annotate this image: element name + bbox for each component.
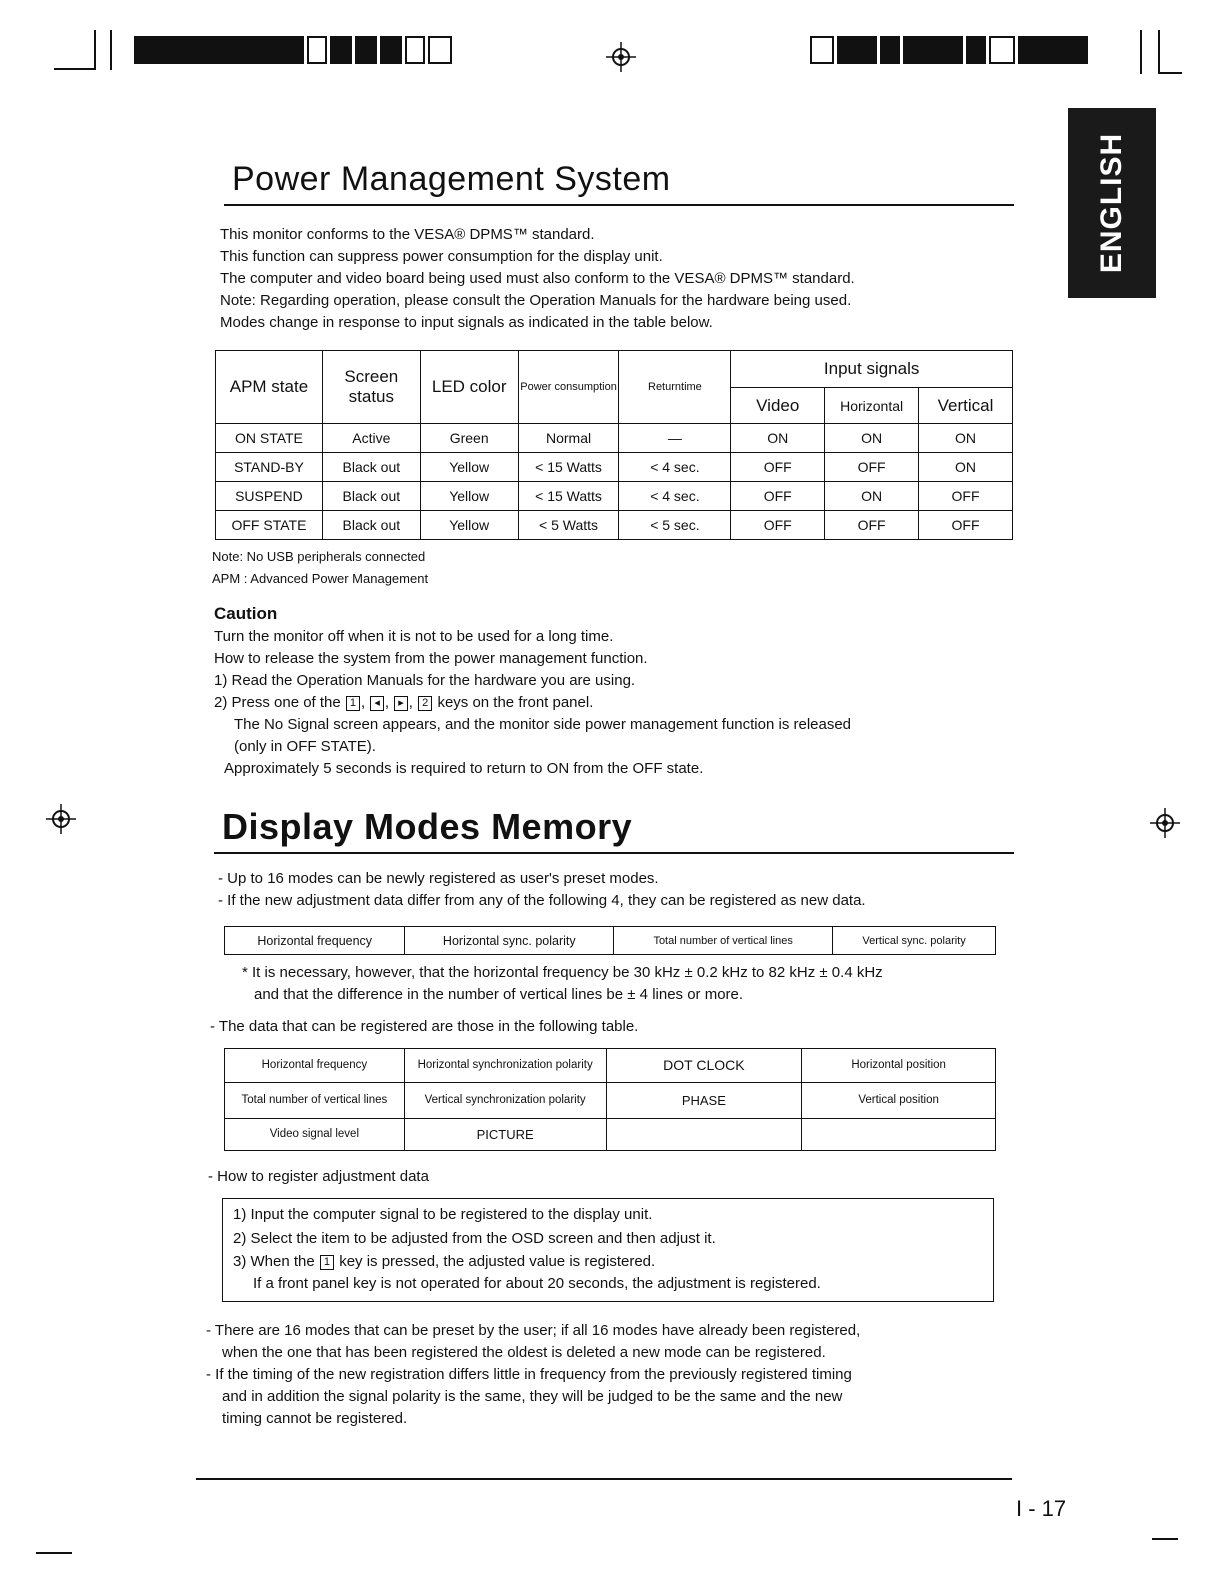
data-cell: Horizontal position bbox=[802, 1049, 996, 1083]
crop-mark bbox=[36, 1552, 72, 1554]
cell-horizontal: OFF bbox=[825, 453, 919, 482]
crop-mark bbox=[1140, 30, 1142, 74]
bullet-text: If the new adjustment data differ from any of the following 4, they can be registered as new data. bbox=[227, 892, 866, 909]
cell-state: ON STATE bbox=[216, 424, 323, 453]
criteria-cell: Vertical sync. polarity bbox=[833, 927, 996, 955]
cell-horizontal: ON bbox=[825, 482, 919, 511]
step-line: 2) Select the item to be adjusted from the OSD screen and then adjust it. bbox=[233, 1230, 716, 1247]
data-cell: Total number of vertical lines bbox=[225, 1083, 405, 1119]
intro-line: This monitor conforms to the VESA® DPMS™ standard. bbox=[220, 226, 595, 243]
step3-text: key is pressed, the adjusted value is registered. bbox=[339, 1253, 656, 1270]
criteria-cell: Horizontal frequency bbox=[225, 927, 405, 955]
crop-mark bbox=[1158, 30, 1160, 74]
cell-horizontal: OFF bbox=[825, 511, 919, 540]
table-notes bbox=[212, 546, 428, 590]
caution-line: The No Signal screen appears, and the monitor side power management function is released bbox=[234, 716, 852, 733]
table-row bbox=[225, 1083, 996, 1119]
header-led-color: LED color bbox=[420, 351, 518, 424]
step3-text: 3) When the bbox=[233, 1253, 315, 1270]
title-rule bbox=[214, 852, 1014, 854]
step-line bbox=[233, 1251, 983, 1273]
criteria-note-line: * It is necessary, however, that the horizontal frequency be 30 kHz ± 0.2 kHz to 82 kHz ± 0.4 kHz bbox=[242, 964, 883, 981]
cell-video: ON bbox=[731, 424, 825, 453]
intro-line: Modes change in response to input signals as indicated in the table below. bbox=[220, 314, 713, 331]
how-to-title: - How to register adjustment data bbox=[208, 1168, 429, 1185]
data-cell: Vertical position bbox=[802, 1083, 996, 1119]
cell-returntime: — bbox=[619, 424, 731, 453]
color-bar-left bbox=[134, 36, 452, 64]
key-right-icon: ▸ bbox=[394, 696, 408, 711]
header-screen-status: Screen status bbox=[322, 351, 420, 424]
cell-screen: Black out bbox=[322, 482, 420, 511]
registration-mark-icon bbox=[1150, 808, 1180, 838]
intro-line: The computer and video board being used must also conform to the VESA® DPMS™ standard. bbox=[220, 270, 855, 287]
cell-screen: Black out bbox=[322, 453, 420, 482]
registerable-data-table bbox=[224, 1048, 996, 1151]
power-section-title: Power Management System bbox=[232, 160, 671, 198]
data-cell: Horizontal frequency bbox=[225, 1049, 405, 1083]
key-2-icon: 2 bbox=[418, 696, 432, 711]
caution-line: How to release the system from the power management function. bbox=[214, 650, 648, 667]
cell-screen: Active bbox=[322, 424, 420, 453]
cell-led: Yellow bbox=[420, 482, 518, 511]
closing-line: timing cannot be registered. bbox=[222, 1410, 408, 1427]
crop-mark bbox=[110, 30, 112, 70]
language-tab bbox=[1068, 108, 1156, 298]
step-line: 1) Input the computer signal to be registered to the display unit. bbox=[233, 1206, 653, 1223]
data-cell: Horizontal synchronization polarity bbox=[404, 1049, 606, 1083]
key-left-icon: ◂ bbox=[370, 696, 384, 711]
cell-returntime: < 5 sec. bbox=[619, 511, 731, 540]
header-vertical: Vertical bbox=[919, 388, 1013, 424]
header-apm-state: APM state bbox=[216, 351, 323, 424]
cell-video: OFF bbox=[731, 482, 825, 511]
intro-line: This function can suppress power consumption for the display unit. bbox=[220, 248, 663, 265]
caution-body bbox=[214, 626, 851, 780]
closing-text: There are 16 modes that can be preset by the user; if all 16 modes have already been registered, bbox=[214, 1322, 861, 1339]
crop-mark bbox=[94, 30, 96, 70]
cell-state: STAND-BY bbox=[216, 453, 323, 482]
criteria-cell: Horizontal sync. polarity bbox=[405, 927, 614, 955]
data-cell bbox=[802, 1119, 996, 1151]
step2-text: 2) Press one of the bbox=[214, 694, 341, 711]
data-intro-text: The data that can be registered are those in the following table. bbox=[218, 1018, 639, 1035]
data-cell bbox=[606, 1119, 802, 1151]
closing-notes bbox=[206, 1320, 860, 1430]
header-video: Video bbox=[731, 388, 825, 424]
page-number: I - 17 bbox=[1016, 1496, 1067, 1521]
register-steps-box bbox=[222, 1198, 994, 1302]
data-cell: PICTURE bbox=[404, 1119, 606, 1151]
table-row bbox=[225, 1119, 996, 1151]
table-row bbox=[216, 511, 1013, 540]
crop-mark bbox=[54, 68, 96, 70]
caution-line: 1) Read the Operation Manuals for the hardware you are using. bbox=[214, 672, 636, 689]
note-line: APM : Advanced Power Management bbox=[212, 571, 429, 586]
step-note: If a front panel key is not operated for about 20 seconds, the adjustment is registered. bbox=[253, 1275, 821, 1292]
cell-power: < 15 Watts bbox=[518, 482, 619, 511]
criteria-cell: Total number of vertical lines bbox=[614, 927, 833, 955]
cell-returntime: < 4 sec. bbox=[619, 482, 731, 511]
key-1-icon: 1 bbox=[320, 1255, 334, 1270]
cell-horizontal: ON bbox=[825, 424, 919, 453]
caution-title: Caution bbox=[214, 604, 278, 623]
title-rule bbox=[224, 204, 1014, 206]
bullet-line: - If the new adjustment data differ from any of the following 4, they can be registered as new data. bbox=[218, 892, 866, 909]
registration-mark-icon bbox=[46, 804, 76, 834]
criteria-table bbox=[224, 926, 996, 955]
cell-vertical: ON bbox=[919, 453, 1013, 482]
bullet-line: - Up to 16 modes can be newly registered as user's preset modes. bbox=[218, 870, 659, 887]
crop-mark bbox=[1152, 1538, 1178, 1540]
cell-vertical: ON bbox=[919, 424, 1013, 453]
cell-vertical: OFF bbox=[919, 482, 1013, 511]
caution-step2: 2) Press one of the 1 , ◂ , ▸ , 2 keys on the front panel. bbox=[214, 694, 594, 711]
data-cell: Video signal level bbox=[225, 1119, 405, 1151]
header-horizontal: Horizontal bbox=[825, 388, 919, 424]
intro-line: Note: Regarding operation, please consult the Operation Manuals for the hardware being used. bbox=[220, 292, 852, 309]
registration-mark-icon bbox=[606, 42, 636, 72]
language-tab-label: ENGLISH bbox=[1095, 132, 1129, 274]
cell-power: < 15 Watts bbox=[518, 453, 619, 482]
footer-rule bbox=[196, 1478, 1012, 1480]
closing-line: and in addition the signal polarity is the same, they will be judged to be the same and the new bbox=[222, 1388, 843, 1405]
cell-state: SUSPEND bbox=[216, 482, 323, 511]
table-row bbox=[225, 1049, 996, 1083]
header-power-consumption: Power consumption bbox=[518, 351, 619, 424]
memory-bullets bbox=[218, 868, 866, 912]
table-row bbox=[216, 482, 1013, 511]
color-bar-right bbox=[810, 36, 1088, 64]
how-to-text: How to register adjustment data bbox=[217, 1168, 429, 1185]
table-row bbox=[216, 424, 1013, 453]
table-row bbox=[216, 453, 1013, 482]
closing-line: - There are 16 modes that can be preset by the user; if all 16 modes have already been registered, bbox=[206, 1322, 861, 1339]
apm-state-table bbox=[215, 350, 1013, 540]
step2-text: keys on the front panel. bbox=[437, 694, 594, 711]
closing-text: If the timing of the new registration differs little in frequency from the previously registered timing bbox=[215, 1366, 852, 1383]
key-1-icon: 1 bbox=[346, 696, 360, 711]
cell-led: Yellow bbox=[420, 511, 518, 540]
data-cell: Vertical synchronization polarity bbox=[404, 1083, 606, 1119]
closing-line: when the one that has been registered the oldest is deleted a new mode can be registered. bbox=[222, 1344, 826, 1361]
caution-line: (only in OFF STATE). bbox=[234, 738, 376, 755]
cell-screen: Black out bbox=[322, 511, 420, 540]
criteria-note bbox=[242, 962, 883, 1006]
note-line: Note: No USB peripherals connected bbox=[212, 549, 426, 564]
caution-line: Turn the monitor off when it is not to be used for a long time. bbox=[214, 628, 614, 645]
cell-video: OFF bbox=[731, 511, 825, 540]
cell-video: OFF bbox=[731, 453, 825, 482]
memory-section-title: Display Modes Memory bbox=[222, 806, 633, 847]
power-intro bbox=[220, 224, 855, 334]
data-intro: - The data that can be registered are those in the following table. bbox=[210, 1018, 639, 1035]
bullet-text: Up to 16 modes can be newly registered as user's preset modes. bbox=[227, 870, 659, 887]
header-returntime: Returntime bbox=[619, 351, 731, 424]
cell-power: < 5 Watts bbox=[518, 511, 619, 540]
data-cell: PHASE bbox=[606, 1083, 802, 1119]
cell-returntime: < 4 sec. bbox=[619, 453, 731, 482]
cell-state: OFF STATE bbox=[216, 511, 323, 540]
data-cell: DOT CLOCK bbox=[606, 1049, 802, 1083]
criteria-note-line: and that the difference in the number of vertical lines be ± 4 lines or more. bbox=[254, 986, 744, 1003]
cell-led: Yellow bbox=[420, 453, 518, 482]
crop-mark bbox=[1158, 72, 1182, 74]
header-input-signals: Input signals bbox=[731, 351, 1013, 388]
cell-power: Normal bbox=[518, 424, 619, 453]
cell-vertical: OFF bbox=[919, 511, 1013, 540]
caution-line: Approximately 5 seconds is required to return to ON from the OFF state. bbox=[224, 760, 704, 777]
cell-led: Green bbox=[420, 424, 518, 453]
closing-line: - If the timing of the new registration differs little in frequency from the previously registered timing bbox=[206, 1366, 852, 1383]
